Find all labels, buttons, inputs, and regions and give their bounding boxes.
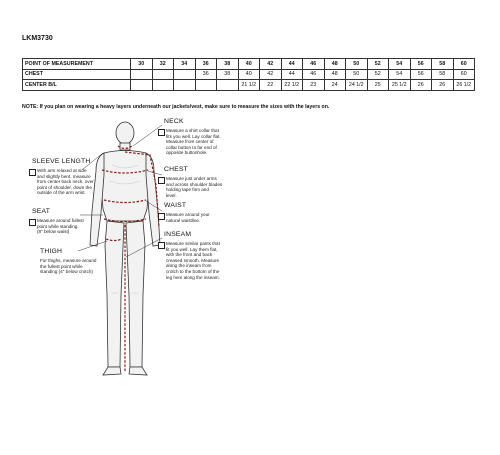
table-cell: 52 xyxy=(367,59,389,70)
left-leg xyxy=(105,221,124,367)
table-cell: 42 xyxy=(260,59,282,70)
table-cell: 26 xyxy=(410,80,432,91)
table-cell xyxy=(174,80,196,91)
table-cell: 48 xyxy=(324,69,346,80)
table-cell: 44 xyxy=(281,59,303,70)
neck xyxy=(120,143,130,150)
size-chart-table xyxy=(22,58,475,91)
table-cell: 40 xyxy=(238,59,260,70)
table-cell xyxy=(131,80,153,91)
table-cell: 25 1/2 xyxy=(389,80,411,91)
inseam-label: INSEAM xyxy=(164,231,192,238)
torso xyxy=(100,151,150,222)
seat-description: Measure around fullest point while standing. (8" below waist) xyxy=(37,218,84,235)
table-header-row xyxy=(23,59,475,70)
table-cell: 26 xyxy=(432,80,454,91)
chest-checkbox xyxy=(158,177,165,184)
row-label: POINT OF MEASUREMENT xyxy=(23,59,131,70)
table-cell xyxy=(152,69,174,80)
table-cell: 38 xyxy=(217,59,239,70)
table-cell: 48 xyxy=(324,59,346,70)
table-cell: 21 1/2 xyxy=(238,80,260,91)
right-leg xyxy=(126,221,145,367)
table-cell: 34 xyxy=(174,59,196,70)
table-row xyxy=(23,80,475,91)
waist-label: WAIST xyxy=(164,202,187,209)
table-cell: 26 1/2 xyxy=(453,80,475,91)
left-arm xyxy=(90,153,104,246)
row-label: CHEST xyxy=(23,69,131,80)
head xyxy=(116,122,134,144)
product-code: LKM3730 xyxy=(22,35,53,42)
table-cell: 58 xyxy=(432,69,454,80)
table-cell: 36 xyxy=(195,59,217,70)
sleeve-length-label: SLEEVE LENGTH xyxy=(32,158,91,165)
measurement-guide xyxy=(0,115,500,455)
seat-checkbox xyxy=(29,219,36,226)
left-foot xyxy=(103,367,121,375)
neck-checkbox xyxy=(158,129,165,136)
table-cell: 60 xyxy=(453,69,475,80)
table-cell: 24 xyxy=(324,80,346,91)
table-row xyxy=(23,69,475,80)
neck-label: NECK xyxy=(164,118,184,125)
layer-note: NOTE: If you plan on wearing a heavy layers underneath our jackets/vest, make sure to measure the sizes with the layers on. xyxy=(22,104,330,110)
table-cell: 25 xyxy=(367,80,389,91)
table-cell: 24 1/2 xyxy=(346,80,368,91)
table-cell: 60 xyxy=(453,59,475,70)
seat-label: SEAT xyxy=(32,208,51,215)
table-cell: 58 xyxy=(432,59,454,70)
table-cell: 54 xyxy=(389,69,411,80)
table-cell: 22 xyxy=(260,80,282,91)
table-cell: 38 xyxy=(217,69,239,80)
waist-checkbox xyxy=(158,213,165,220)
table-cell: 46 xyxy=(303,59,325,70)
table-cell xyxy=(174,69,196,80)
right-foot xyxy=(129,367,147,375)
sleeve-checkbox xyxy=(29,169,36,176)
table-cell: 30 xyxy=(131,59,153,70)
thigh-description: For thighs, measure around the fullest point while standing (4" below crotch) xyxy=(40,258,97,275)
table-cell: 50 xyxy=(346,69,368,80)
table-cell: 22 1/2 xyxy=(281,80,303,91)
sleeve-description: With arm relaxed at side and slightly bent, measure from center back neck, over point of shoulder, down the outside of the arm wrist. xyxy=(37,168,94,196)
table-cell: 52 xyxy=(367,69,389,80)
row-label: CENTER B/L xyxy=(23,80,131,91)
table-cell xyxy=(195,80,217,91)
table-cell: 40 xyxy=(238,69,260,80)
table-cell: 56 xyxy=(410,59,432,70)
table-cell: 46 xyxy=(303,69,325,80)
table-cell: 32 xyxy=(152,59,174,70)
table-cell: 42 xyxy=(260,69,282,80)
table-cell: 54 xyxy=(389,59,411,70)
table-cell xyxy=(217,80,239,91)
table-cell: 50 xyxy=(346,59,368,70)
chest-description: Measure just under arms and across shoulder blades holding tape firm and level. xyxy=(166,176,223,198)
table-cell: 56 xyxy=(410,69,432,80)
inseam-description: Measure similar pants that fit you well. Lay them flat, with the front and back creased smooth. Measure along the inseam from crotch to the bottom of the leg hem along the inseam. xyxy=(166,241,220,280)
chest-label: CHEST xyxy=(164,166,189,173)
thigh-label: THIGH xyxy=(40,248,63,255)
table-cell: 44 xyxy=(281,69,303,80)
table-cell: 23 xyxy=(303,80,325,91)
waist-description: Measure around your natural waistline. xyxy=(166,212,210,223)
table-cell: 36 xyxy=(195,69,217,80)
table-cell xyxy=(131,69,153,80)
inseam-checkbox xyxy=(158,242,165,249)
neck-description: Measure a shirt collar that fits you well. Lay collar flat. Measure from center of collar button to far end of opposite buttonhole. xyxy=(166,128,221,156)
table-cell xyxy=(152,80,174,91)
body-figure xyxy=(0,115,500,455)
